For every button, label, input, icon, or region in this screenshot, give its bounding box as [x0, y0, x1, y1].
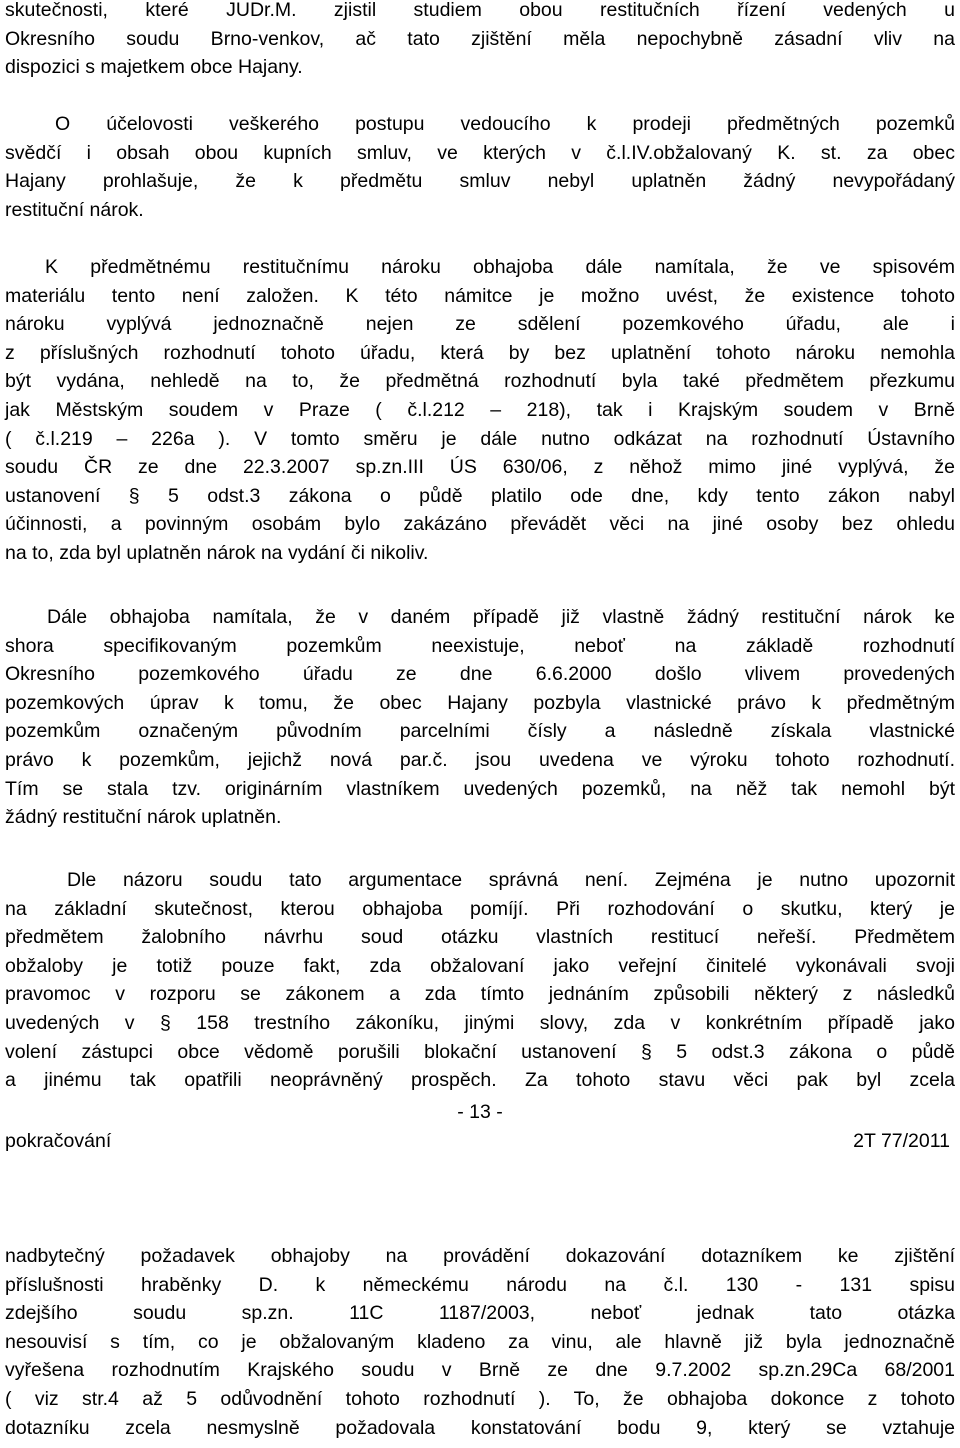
text-line: jak Městským soudem v Praze ( č.l.212 – 218), tak i Krajským soudem v Brně: [5, 398, 955, 421]
text-line: zdejšího soudu sp.zn. 11C 1187/2003, neboť jednak tato otázka: [5, 1302, 955, 1325]
paragraph-4: [5, 603, 955, 832]
footer-case-number: 2T 77/2011: [853, 1130, 950, 1152]
text-line: K předmětnému restitučnímu nároku obhajoba dále namítala, že ve spisovém: [45, 256, 955, 278]
text-line: pozemkům označeným původním parcelními čísly a následně získala vlastnické: [5, 720, 955, 743]
text-line: Okresního soudu Brno-venkov, ač tato zjištění měla nepochybně zásadní vliv na: [5, 27, 955, 50]
paragraph-2: [5, 110, 955, 224]
text-line: uvedených v § 158 trestního zákoníku, jinými slovy, zda v konkrétním případě jako: [5, 1011, 955, 1034]
next-page-paragraph: [5, 1242, 955, 1442]
text-line: shora specifikovaným pozemkům neexistuje, neboť na základě rozhodnutí: [5, 634, 955, 657]
text-line: dispozici s majetkem obce Hajany.: [5, 56, 303, 79]
text-line: nároku vyplývá jednoznačně nejen ze sdělení pozemkového úřadu, ale i: [5, 313, 955, 336]
text-line: právo k pozemkům, jejichž nová par.č. jsou uvedena ve výroku tohoto rozhodnutí.: [5, 748, 955, 771]
paragraph-1: [5, 0, 955, 82]
text-line: ( č.l.219 – 226a ). V tomto směru je dále nutno odkázat na rozhodnutí Ústavního: [5, 427, 955, 450]
text-line: Tím se stala tzv. originárním vlastníkem uvedených pozemků, na něž tak nemohl být: [5, 777, 955, 800]
text-line: skutečnosti, které JUDr.M. zjistil studiem obou restitučních řízení vedených u: [5, 0, 955, 21]
text-line: vyřešena rozhodnutím Krajského soudu v Brně ze dne 9.7.2002 sp.zn.29Ca 68/2001: [5, 1359, 955, 1382]
text-line: na základní skutečnost, kterou obhajoba pomíjí. Při rozhodování o skutku, který je: [5, 897, 955, 920]
paragraph-3: [5, 253, 955, 568]
text-line: soudu ČR ze dne 22.3.2007 sp.zn.III ÚS 630/06, z něhož mimo jiné vyplývá, že: [5, 456, 955, 479]
text-line: restituční nárok.: [5, 198, 144, 221]
footer-continuation-label: pokračování: [5, 1130, 112, 1152]
text-line: materiálu tento není založen. K této námitce je možno uvést, že existence tohoto: [5, 284, 955, 307]
page-number: - 13 -: [457, 1101, 503, 1123]
text-line: nadbytečný požadavek obhajoby na provádění dokazování dotazníkem ke zjištění: [5, 1245, 955, 1267]
text-line: svědčí i obsah obou kupních smluv, ve kterých v č.l.IV.obžalovaný K. st. za obec: [5, 141, 955, 164]
text-line: účinnosti, a povinným osobám bylo zakázáno převádět věci na jiné osoby bez ohledu: [5, 513, 955, 536]
text-line: a jinému tak opatřili neoprávněný prospěch. Za tohoto stavu věci pak byl zcela: [5, 1069, 955, 1092]
text-line: volení zástupci obce vědomě porušili blokační ustanovení § 5 odst.3 zákona o půdě: [5, 1040, 955, 1063]
paragraph-5: [5, 866, 955, 1095]
text-line: žádný restituční nárok uplatněn.: [5, 806, 282, 829]
text-line: ustanovení § 5 odst.3 zákona o půdě platilo ode dne, kdy tento zákon nabyl: [5, 484, 955, 507]
text-line: obžaloby je totiž pouze fakt, zda obžalovaní jako veřejní činitelé vykonávali svoji: [5, 954, 955, 977]
text-line: ( viz str.4 až 5 odůvodnění tohoto rozhodnutí ). To, že obhajoba dokonce z tohoto: [5, 1387, 955, 1410]
text-line: Okresního pozemkového úřadu ze dne 6.6.2000 došlo vlivem provedených: [5, 663, 955, 686]
text-line: Hajany prohlašuje, že k předmětu smluv nebyl uplatněn žádný nevypořádaný: [5, 170, 955, 193]
text-line: být vydána, nehledě na to, že předmětná rozhodnutí byla také předmětem přezkumu: [5, 370, 955, 393]
text-line: pozemkových úprav k tomu, že obec Hajany pozbyla vlastnické právo k předmětným: [5, 691, 955, 714]
text-line: z příslušných rozhodnutí tohoto úřadu, která by bez uplatnění tohoto nároku nemohla: [5, 341, 955, 364]
page-footer: [5, 1127, 950, 1155]
text-line: na to, zda byl uplatněn nárok na vydání či nikoliv.: [5, 541, 429, 564]
text-line: Dále obhajoba namítala, že v daném případě již vlastně žádný restituční nárok ke: [47, 606, 955, 628]
text-line: Dle názoru soudu tato argumentace správná není. Zejména je nutno upozornit: [67, 869, 955, 891]
text-line: příslušnosti hraběnky D. k německému národu na č.l. 130 - 131 spisu: [5, 1273, 955, 1296]
text-line: O účelovosti veškerého postupu vedoucího k prodeji předmětných pozemků: [55, 113, 955, 135]
text-line: dotazníku zcela nesmyslně požadovala konstatování bodu 9, který se vztahuje: [5, 1416, 955, 1439]
text-line: předmětem žalobního návrhu soud otázku vlastních restitucí neřeší. Předmětem: [5, 926, 955, 949]
text-line: nesouvisí s tím, co je obžalovaným kladeno za vinu, ale hlavně již byla jednoznačně: [5, 1330, 955, 1353]
text-line: pravomoc v rozporu se zákonem a zda tímto jednáním způsobili některý z následků: [5, 983, 955, 1006]
